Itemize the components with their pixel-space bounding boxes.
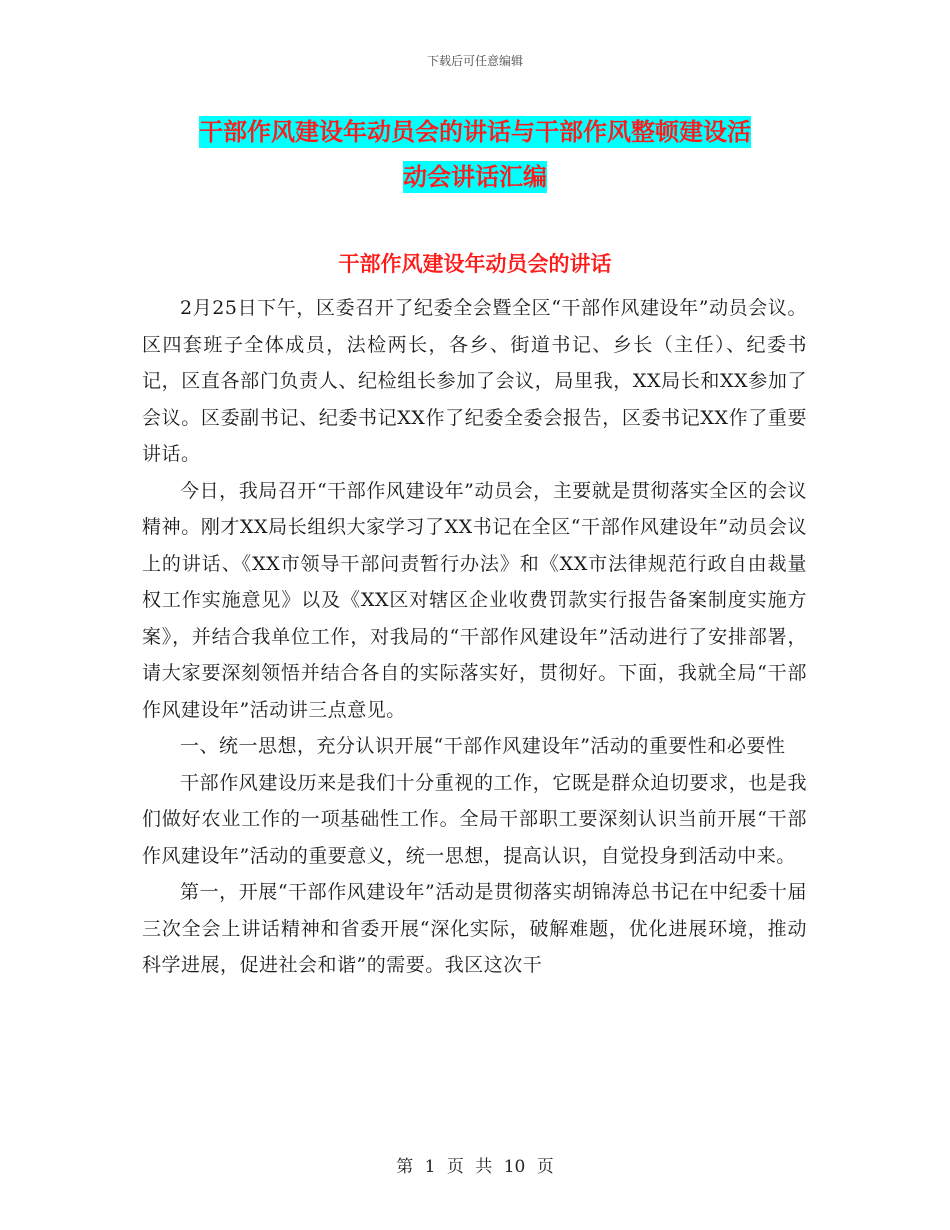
paragraph-1: 2月25日下午，区委召开了纪委全会暨全区“干部作风建设年”动员会议。区四套班子全体成员，法检两长，各乡、街道书记、乡长（主任）、纪委书记，区直各部门负责人、纪检组长参加了会议，局里我，XX局长和XX参加了会议。区委副书记、纪委书记XX作了纪委全委会报告，区委书记XX作了重要讲话。 — [142, 297, 807, 465]
document-body — [142, 290, 807, 984]
paragraph-5: 第一，开展“干部作风建设年”活动是贯彻落实胡锦涛总书记在中纪委十届三次全会上讲话精神和省委开展“深化实际，破解难题，优化进展环境，推动科学进展，促进社会和谐”的需要。我区这次干 — [142, 881, 807, 976]
paragraph-3: 一、统一思想，充分认识开展“干部作风建设年”活动的重要性和必要性 — [180, 735, 786, 757]
paragraph-4: 干部作风建设历来是我们十分重视的工作，它既是群众迫切要求，也是我们做好农业工作的一项基础性工作。全局干部职工要深刻认识当前开展“干部作风建设年”活动的重要意义，统一思想，提高认识，自觉投身到活动中来。 — [142, 771, 807, 867]
document-title-line-1: 干部作风建设年动员会的讲话与干部作风整顿建设活 — [199, 118, 751, 146]
page-header: 下载后可任意编辑 — [426, 54, 523, 68]
document-title-line-2: 动会讲话汇编 — [403, 163, 547, 191]
document-title — [0, 110, 950, 200]
paragraph-2: 今日，我局召开“干部作风建设年”动员会，主要就是贯彻落实全区的会议精神。刚才XX局长组织大家学习了XX书记在全区“干部作风建设年”动员会议上的讲话、《XX市领导干部问责暂行办法》和《XX市法律规范行政自由裁量权工作实施意见》以及《XX区对辖区企业收费罚款实行报告备案制度实施方案》，并结合我单位工作，对我局的“干部作风建设年”活动进行了安排部署，请大家要深刻领悟并结合各自的实际落实好，贯彻好。下面，我就全局“干部作风建设年”活动讲三点意见。 — [142, 479, 807, 721]
page-footer: 第 1 页 共 10 页 — [396, 1157, 554, 1177]
section-title: 干部作风建设年动员会的讲话 — [338, 252, 612, 276]
